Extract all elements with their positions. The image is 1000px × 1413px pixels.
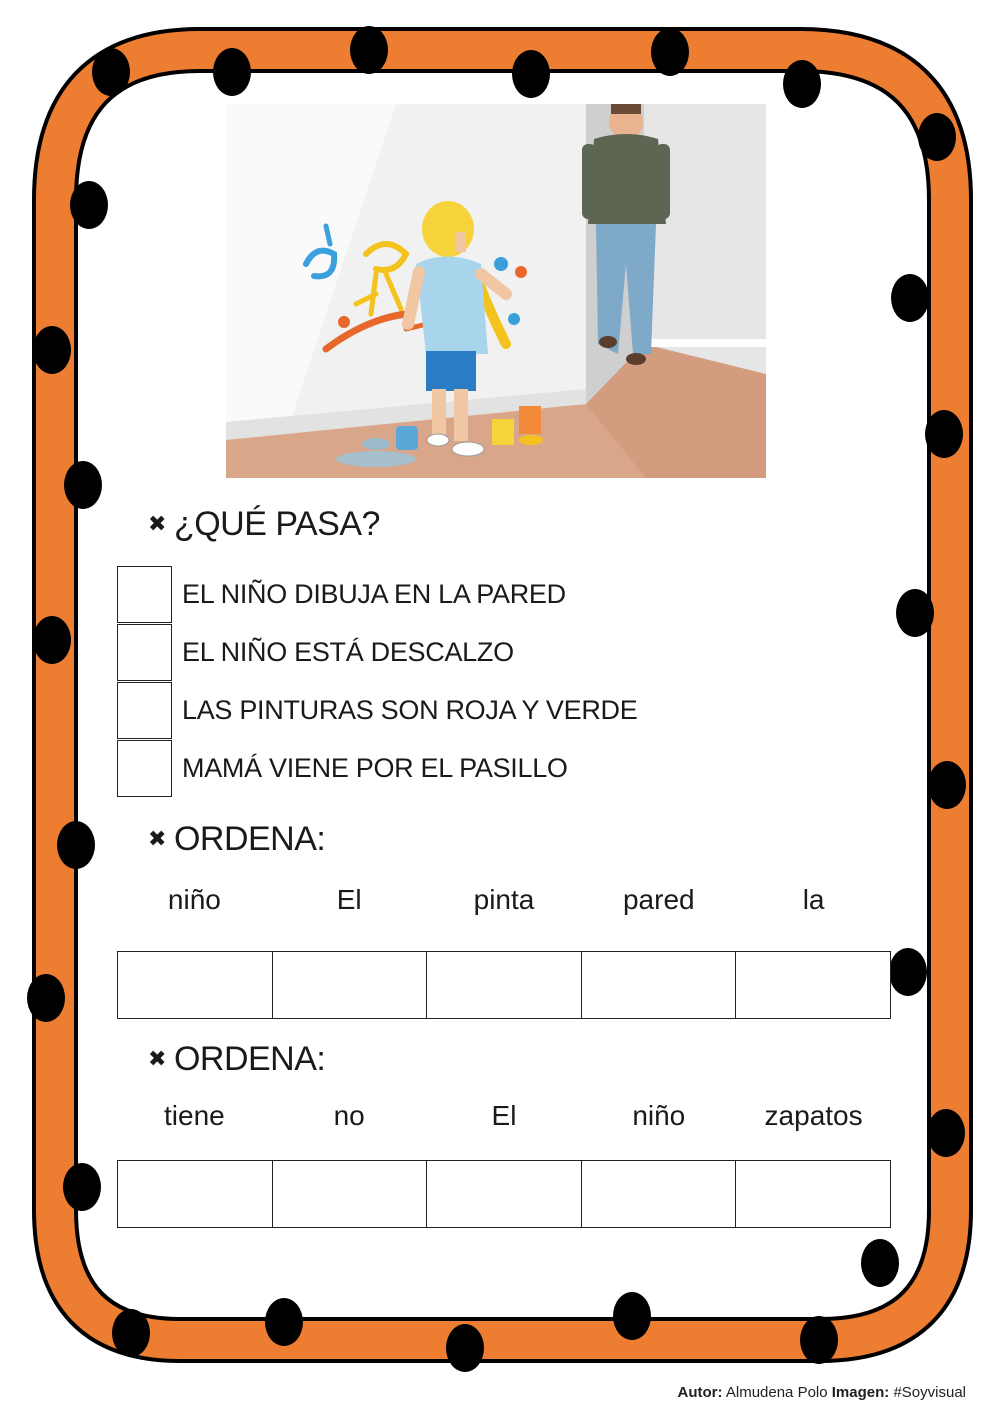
option-row bbox=[117, 740, 717, 798]
word-tile[interactable]: El bbox=[336, 884, 362, 915]
option-row bbox=[117, 566, 717, 624]
answer-checkbox[interactable] bbox=[117, 566, 172, 623]
cross-mark-icon: ✖ bbox=[148, 826, 166, 851]
question-3-title-row bbox=[148, 1040, 325, 1079]
answer-slot[interactable] bbox=[582, 952, 737, 1018]
answer-slot[interactable] bbox=[273, 952, 428, 1018]
question-1-title-row bbox=[148, 505, 380, 544]
word-tile[interactable]: la bbox=[802, 884, 825, 915]
word-tile[interactable]: El bbox=[491, 1100, 517, 1131]
question-2-title: ORDENA: bbox=[173, 820, 326, 858]
word-tile[interactable]: pinta bbox=[473, 884, 535, 915]
question-2-title-row bbox=[148, 820, 325, 859]
answer-slot[interactable] bbox=[582, 1161, 737, 1227]
option-label: EL NIÑO ESTÁ DESCALZO bbox=[182, 637, 514, 667]
image-label: Imagen: bbox=[831, 1384, 890, 1401]
cross-mark-icon: ✖ bbox=[148, 1046, 166, 1071]
illustration-child-painting-wall bbox=[226, 104, 766, 478]
author-name: Almudena Polo bbox=[725, 1384, 828, 1401]
option-row bbox=[117, 624, 717, 682]
word-tile[interactable]: zapatos bbox=[764, 1100, 863, 1131]
question-2-answer-row bbox=[117, 951, 891, 1019]
question-3-answer-row bbox=[117, 1160, 891, 1228]
answer-slot[interactable] bbox=[273, 1161, 428, 1227]
option-label: MAMÁ VIENE POR EL PASILLO bbox=[182, 753, 568, 783]
author-label: Autor: bbox=[677, 1384, 723, 1401]
word-tile[interactable]: no bbox=[333, 1100, 365, 1131]
cross-mark-icon: ✖ bbox=[148, 511, 166, 536]
image-source: #Soyvisual bbox=[893, 1384, 966, 1401]
answer-slot[interactable] bbox=[736, 1161, 890, 1227]
answer-checkbox[interactable] bbox=[117, 624, 172, 681]
option-row bbox=[117, 682, 717, 740]
word-tile[interactable]: tiene bbox=[164, 1100, 225, 1131]
hallway-baseboard bbox=[644, 339, 766, 347]
word-tile[interactable]: niño bbox=[632, 1100, 686, 1131]
answer-slot[interactable] bbox=[118, 1161, 273, 1227]
question-3-title: ORDENA: bbox=[173, 1040, 326, 1078]
answer-slot[interactable] bbox=[427, 1161, 582, 1227]
option-label: LAS PINTURAS SON ROJA Y VERDE bbox=[182, 695, 638, 725]
answer-slot[interactable] bbox=[736, 952, 890, 1018]
credits-line bbox=[678, 1384, 966, 1401]
option-label: EL NIÑO DIBUJA EN LA PARED bbox=[182, 579, 566, 609]
word-tile[interactable]: niño bbox=[167, 884, 221, 915]
answer-checkbox[interactable] bbox=[117, 740, 172, 797]
answer-checkbox[interactable] bbox=[117, 682, 172, 739]
question-1-title: ¿QUÉ PASA? bbox=[173, 505, 380, 543]
answer-slot[interactable] bbox=[118, 952, 273, 1018]
question-3-word-bank bbox=[117, 1100, 891, 1140]
word-tile[interactable]: pared bbox=[622, 884, 695, 915]
answer-slot[interactable] bbox=[427, 952, 582, 1018]
question-2-word-bank bbox=[117, 884, 891, 924]
